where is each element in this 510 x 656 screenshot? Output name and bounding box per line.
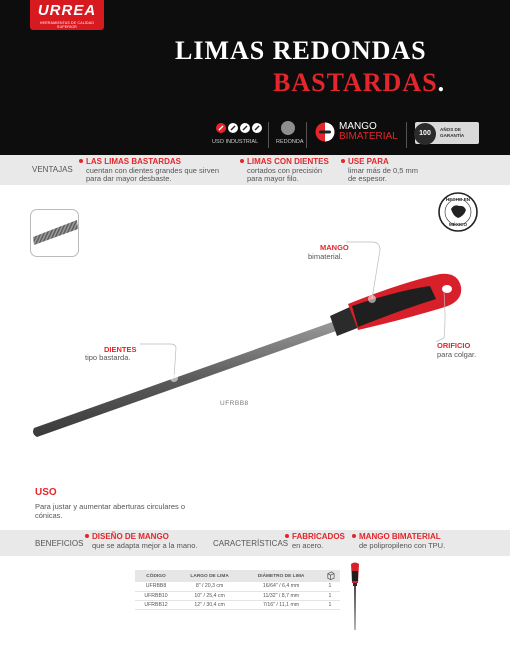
made-in-mexico-seal (438, 192, 478, 232)
badge-divider (406, 122, 407, 148)
benefit-title: DISEÑO DE MANGO (92, 532, 169, 541)
advantage-2-title: LIMAS CON DIENTES (247, 157, 329, 166)
seal-text-top: HECHO EN (445, 197, 471, 202)
round-shape-label: REDONDA (276, 139, 304, 145)
feature-1-text: en acero. (292, 541, 324, 550)
table-cell: 7/16" / 11,1 mm (242, 600, 320, 609)
advantage-1-line1: cuentan con dientes grandes que sirven (86, 166, 220, 175)
table-cell: UFRBB12 (135, 600, 177, 609)
brand-logo[interactable] (30, 0, 104, 30)
page-title-line2 (273, 68, 445, 98)
bullet-icon (341, 159, 345, 163)
feature-2-text: de polipropileno con TPU. (359, 541, 446, 550)
round-shape-icon (281, 121, 295, 135)
brand-tagline: HERRAMIENTAS DE CALIDAD SUPERIOR (39, 21, 95, 29)
brand-logo-text: URREA (37, 2, 97, 19)
file-blade (33, 321, 339, 437)
table-cell: 1 (320, 582, 340, 591)
feature-2-title: MANGO BIMATERIAL (359, 532, 441, 541)
table-cell: 1 (320, 600, 340, 609)
table-cell: 11/32" / 8,7 mm (242, 591, 320, 600)
hanging-hole-icon (442, 285, 452, 293)
benefit-text: que se adapta mejor a la mano. (92, 541, 198, 550)
column-header-length: LARGO DE LIMA (177, 570, 242, 582)
model-code-label: UFRBB8 (220, 400, 249, 407)
table-cell: 1 (320, 591, 340, 600)
table-cell: 16/64" / 6,4 mm (242, 582, 320, 591)
callout-handle-title: MANGO (320, 243, 349, 252)
bullet-icon (240, 159, 244, 163)
bullet-icon (285, 534, 289, 538)
industrial-use-label: USO INDUSTRIAL (212, 139, 259, 145)
column-header-code: CÓDIGO (135, 570, 177, 582)
callout-teeth-sub: tipo bastarda. (85, 353, 131, 362)
file-vertical-illustration (348, 561, 362, 631)
page-title-dot: . (437, 68, 446, 97)
advantage-3-line2: de espesor. (348, 174, 387, 183)
warranty-text-line2: GARANTÍA (440, 133, 465, 138)
bullet-icon (352, 534, 356, 538)
feature-1-title: FABRICADOS (292, 532, 345, 541)
advantage-2-line1: cortados con precisión (247, 166, 323, 175)
header-banner (0, 0, 510, 155)
seal-text-bottom: MÉXICO (448, 222, 468, 227)
table-row (135, 582, 340, 591)
bimaterial-handle-icon (315, 122, 335, 142)
column-header-package (320, 570, 340, 582)
table-cell: 10" / 25,4 cm (177, 591, 242, 600)
bullet-icon (85, 534, 89, 538)
callout-teeth-title: DIENTES (104, 345, 137, 354)
advantage-1-line2: para dar mayor desbaste. (86, 174, 172, 183)
warranty-text-line1: AÑOS DE (440, 127, 461, 132)
advantage-1-title: LAS LIMAS BASTARDAS (86, 157, 181, 166)
usage-text: Para justar y aumentar aberturas circulares o cónicas. (35, 502, 186, 520)
bullet-icon (79, 159, 83, 163)
table-header-row (135, 570, 340, 582)
industrial-use-icon (214, 122, 262, 134)
table-row (135, 600, 340, 609)
round-file-product-image (0, 230, 510, 450)
badge-divider (268, 122, 269, 148)
advantages-label: VENTAJAS (32, 165, 73, 174)
callout-handle-sub: bimaterial. (308, 252, 343, 261)
table-cell: 12" / 30,4 cm (177, 600, 242, 609)
table-cell: 8" / 20,3 cm (177, 582, 242, 591)
column-header-diameter: DIÁMETRO DE LIMA (242, 570, 320, 582)
badge-divider (306, 122, 307, 148)
table-row (135, 591, 340, 600)
advantage-2-line2: para mayor filo. (247, 174, 299, 183)
advantage-3-line1: limar más de 0,5 mm (348, 166, 419, 175)
page-title-line1: LIMAS REDONDAS (175, 36, 427, 65)
advantage-3-title: USE PARA (348, 157, 389, 166)
callout-hole-sub: para colgar. (437, 350, 477, 359)
package-icon (326, 571, 335, 580)
table-cell: UFRBB10 (135, 591, 177, 600)
warranty-years: 100 (414, 123, 436, 145)
usage-title: USO (35, 487, 57, 498)
spec-table (135, 570, 340, 610)
benefits-label: BENEFICIOS (35, 539, 84, 548)
handle-label-line1: MANGO (339, 121, 377, 132)
warranty-text (440, 127, 464, 139)
handle-label-line2: BIMATERIAL (339, 131, 398, 142)
table-cell: UFRBB8 (135, 582, 177, 591)
page-title-line2-text: BASTARDAS (273, 68, 438, 97)
callout-hole-title: ORIFICIO (437, 341, 471, 350)
features-label: CARACTERÍSTICAS (213, 539, 289, 548)
